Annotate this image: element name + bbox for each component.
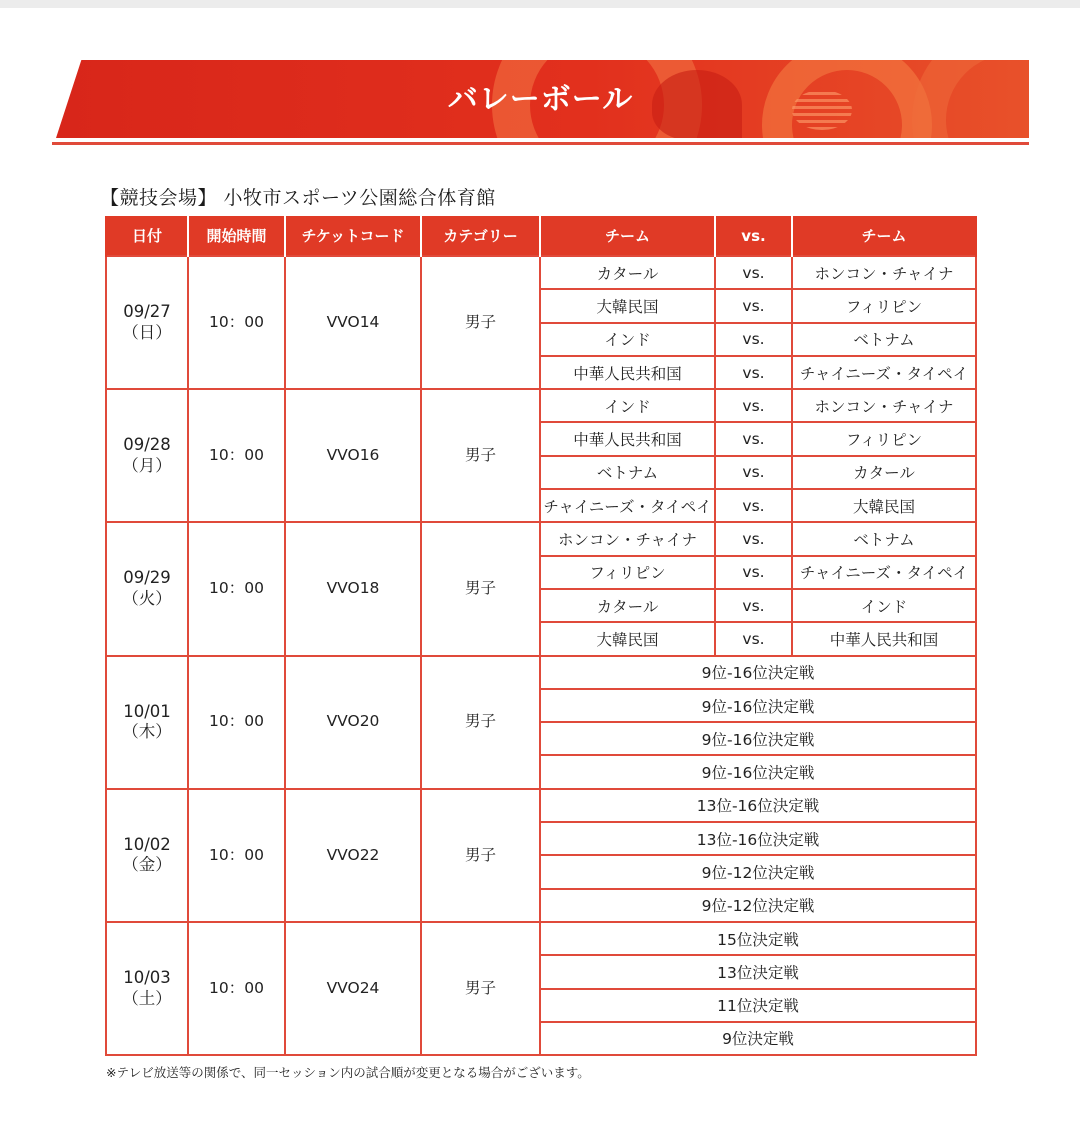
match-team-b: ベトナム — [792, 522, 976, 555]
placement-match: 9位-12位決定戦 — [540, 855, 976, 888]
session-weekday: （日） — [122, 322, 172, 342]
header-ticket-code: チケットコード — [285, 216, 421, 256]
session-date: 10/02 — [123, 834, 171, 854]
match-vs: vs. — [715, 389, 792, 422]
session-date-cell — [106, 256, 188, 389]
placement-match: 13位-16位決定戦 — [540, 822, 976, 855]
session-start-time: 10：00 — [188, 656, 285, 789]
schedule-table — [105, 216, 977, 1056]
session-start-time: 10：00 — [188, 922, 285, 1055]
session-start-time: 10：00 — [188, 789, 285, 922]
match-team-a: ホンコン・チャイナ — [540, 522, 715, 555]
placement-match: 9位-16位決定戦 — [540, 689, 976, 722]
match-team-b: フィリピン — [792, 422, 976, 455]
header-row — [106, 216, 976, 256]
match-team-a: 中華人民共和国 — [540, 356, 715, 389]
session-start-time: 10：00 — [188, 256, 285, 389]
session-weekday: （金） — [122, 855, 172, 875]
session-category: 男子 — [421, 789, 540, 922]
session-date-cell — [106, 389, 188, 522]
match-team-b: ホンコン・チャイナ — [792, 256, 976, 289]
match-vs: vs. — [715, 323, 792, 356]
match-team-b: ベトナム — [792, 323, 976, 356]
table-row — [106, 522, 976, 555]
placement-match: 9位-16位決定戦 — [540, 755, 976, 788]
match-team-b: 大韓民国 — [792, 489, 976, 522]
placement-match: 9位-16位決定戦 — [540, 722, 976, 755]
match-team-a: 中華人民共和国 — [540, 422, 715, 455]
header-team-a: チーム — [540, 216, 715, 256]
session-date: 09/27 — [123, 301, 171, 321]
match-vs: vs. — [715, 556, 792, 589]
match-team-b: チャイニーズ・タイペイ — [792, 556, 976, 589]
table-row — [106, 789, 976, 822]
table-row — [106, 922, 976, 955]
match-team-b: フィリピン — [792, 289, 976, 322]
placement-match: 15位決定戦 — [540, 922, 976, 955]
header-start-time: 開始時間 — [188, 216, 285, 256]
header-category: カテゴリー — [421, 216, 540, 256]
session-date-cell — [106, 922, 188, 1055]
header-vs: vs. — [715, 216, 792, 256]
top-band — [0, 0, 1080, 8]
match-team-a: 大韓民国 — [540, 622, 715, 655]
table-row — [106, 256, 976, 289]
match-team-a: カタール — [540, 256, 715, 289]
match-vs: vs. — [715, 622, 792, 655]
page-title: バレーボール — [447, 82, 634, 117]
session-date-cell — [106, 789, 188, 922]
header-date: 日付 — [106, 216, 188, 256]
session-date-cell — [106, 656, 188, 789]
session-ticket-code: VVO24 — [285, 922, 421, 1055]
match-team-a: インド — [540, 389, 715, 422]
session-ticket-code: VVO22 — [285, 789, 421, 922]
session-date: 10/01 — [123, 701, 171, 721]
match-team-a: フィリピン — [540, 556, 715, 589]
session-ticket-code: VVO16 — [285, 389, 421, 522]
session-date-cell — [106, 522, 188, 655]
placement-match: 9位決定戦 — [540, 1022, 976, 1055]
session-category: 男子 — [421, 389, 540, 522]
table-row — [106, 656, 976, 689]
match-team-a: ベトナム — [540, 456, 715, 489]
session-category: 男子 — [421, 522, 540, 655]
session-weekday: （木） — [122, 722, 172, 742]
session-category: 男子 — [421, 256, 540, 389]
match-team-a: カタール — [540, 589, 715, 622]
match-team-a: インド — [540, 323, 715, 356]
match-vs: vs. — [715, 289, 792, 322]
session-date: 10/03 — [123, 967, 171, 987]
placement-match: 13位決定戦 — [540, 955, 976, 988]
footnote: ※テレビ放送等の関係で、同一セッション内の試合順が変更となる場合がございます。 — [106, 1065, 590, 1080]
banner-underline — [52, 142, 1029, 145]
header-team-b: チーム — [792, 216, 976, 256]
session-date: 09/29 — [123, 568, 171, 588]
session-ticket-code: VVO20 — [285, 656, 421, 789]
session-start-time: 10：00 — [188, 522, 285, 655]
match-vs: vs. — [715, 489, 792, 522]
match-team-a: 大韓民国 — [540, 289, 715, 322]
match-team-b: インド — [792, 589, 976, 622]
session-weekday: （月） — [122, 455, 172, 475]
placement-match: 11位決定戦 — [540, 989, 976, 1022]
session-category: 男子 — [421, 656, 540, 789]
session-weekday: （火） — [122, 588, 172, 608]
placement-match: 9位-12位決定戦 — [540, 889, 976, 922]
match-team-b: チャイニーズ・タイペイ — [792, 356, 976, 389]
match-vs: vs. — [715, 522, 792, 555]
session-ticket-code: VVO18 — [285, 522, 421, 655]
placement-match: 13位-16位決定戦 — [540, 789, 976, 822]
match-team-b: カタール — [792, 456, 976, 489]
match-vs: vs. — [715, 589, 792, 622]
match-vs: vs. — [715, 356, 792, 389]
match-vs: vs. — [715, 422, 792, 455]
session-start-time: 10：00 — [188, 389, 285, 522]
session-ticket-code: VVO14 — [285, 256, 421, 389]
match-team-b: 中華人民共和国 — [792, 622, 976, 655]
match-vs: vs. — [715, 456, 792, 489]
session-category: 男子 — [421, 922, 540, 1055]
match-vs: vs. — [715, 256, 792, 289]
match-team-b: ホンコン・チャイナ — [792, 389, 976, 422]
venue-label: 【競技会場】 小牧市スポーツ公園総合体育館 — [100, 187, 496, 209]
session-weekday: （土） — [122, 988, 172, 1008]
match-team-a: チャイニーズ・タイペイ — [540, 489, 715, 522]
table-row — [106, 389, 976, 422]
session-date: 09/28 — [123, 435, 171, 455]
placement-match: 9位-16位決定戦 — [540, 656, 976, 689]
